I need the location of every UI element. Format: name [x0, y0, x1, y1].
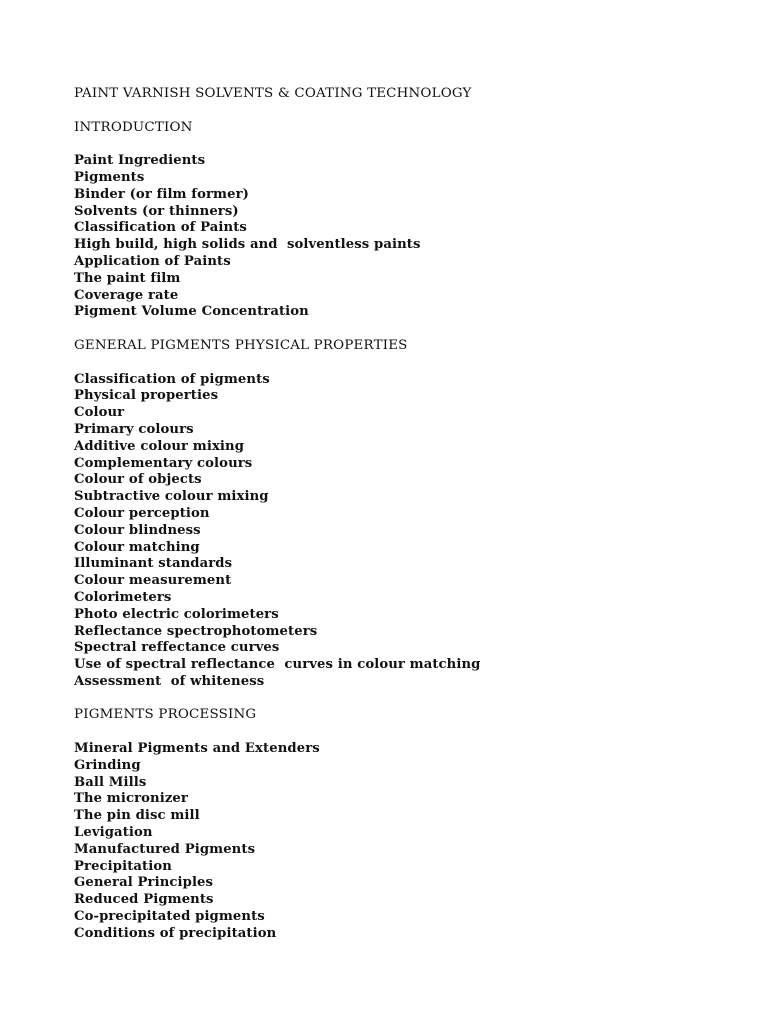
list-item: Reduced Pigments [74, 892, 214, 908]
list-item: Complementary colours [74, 455, 253, 471]
list-item: Precipitation [74, 858, 172, 874]
spacer [74, 136, 714, 153]
list-item: Solvents (or thinners) [74, 203, 239, 219]
list-item: Binder (or film former) [74, 186, 249, 202]
list-item: Levigation [74, 825, 153, 841]
list-item: Colour of objects [74, 472, 202, 488]
list-item: Application of Paints [74, 253, 231, 269]
list-item: Primary colours [74, 421, 194, 437]
spacer [74, 724, 714, 741]
list-item: Grinding [74, 757, 141, 773]
list-item: Colour blindness [74, 522, 201, 538]
list-item: Coverage rate [74, 287, 179, 303]
list-item: Colour measurement [74, 573, 232, 589]
list-item: Illuminant standards [74, 556, 233, 572]
list-item: Photo electric colorimeters [74, 606, 279, 622]
spacer [74, 355, 714, 372]
list-item: Spectral reffectance curves [74, 640, 280, 656]
list-item: General Principles [74, 875, 214, 891]
spacer [74, 691, 714, 708]
list-item: Paint Ingredients [74, 153, 206, 169]
list-item: High build, high solids and solventless paints [74, 237, 421, 253]
section-pigments-processing-list [74, 741, 714, 943]
list-item: Colorimeters [74, 589, 172, 605]
list-item: The paint film [74, 270, 181, 286]
list-item: Assessment of whiteness [74, 673, 265, 689]
list-item: Classification of Paints [74, 220, 247, 236]
list-item: Conditions of precipitation [74, 925, 277, 941]
list-item: Mineral Pigments and Extenders [74, 741, 320, 757]
list-item: Additive colour mixing [74, 438, 245, 454]
list-item: Co-precipitated pigments [74, 909, 265, 925]
list-item: Physical properties [74, 388, 219, 404]
list-item: The micronizer [74, 791, 188, 807]
document-page [74, 86, 714, 943]
list-item: Ball Mills [74, 774, 147, 790]
list-item: Colour perception [74, 505, 210, 521]
list-item: Colour matching [74, 539, 200, 555]
list-item: Subtractive colour mixing [74, 489, 269, 505]
list-item: Reflectance spectrophotometers [74, 623, 318, 639]
section-heading-introduction: INTRODUCTION [74, 119, 193, 135]
section-pigments-physical-properties-list [74, 372, 714, 691]
section-introduction-list [74, 153, 714, 321]
document-title: PAINT VARNISH SOLVENTS & COATING TECHNOLOGY [74, 86, 472, 101]
list-item: Pigments [74, 169, 145, 185]
list-item: Pigment Volume Concentration [74, 304, 309, 320]
spacer [74, 321, 714, 338]
list-item: Manufactured Pigments [74, 841, 256, 857]
list-item: Colour [74, 405, 125, 421]
section-heading-pigments-processing: PIGMENTS PROCESSING [74, 707, 257, 723]
list-item: Classification of pigments [74, 371, 270, 387]
section-heading-pigments-physical-properties: GENERAL PIGMENTS PHYSICAL PROPERTIES [74, 337, 408, 353]
list-item: The pin disc mill [74, 808, 200, 824]
list-item: Use of spectral reflectance curves in colour matching [74, 657, 481, 673]
spacer [74, 103, 714, 120]
